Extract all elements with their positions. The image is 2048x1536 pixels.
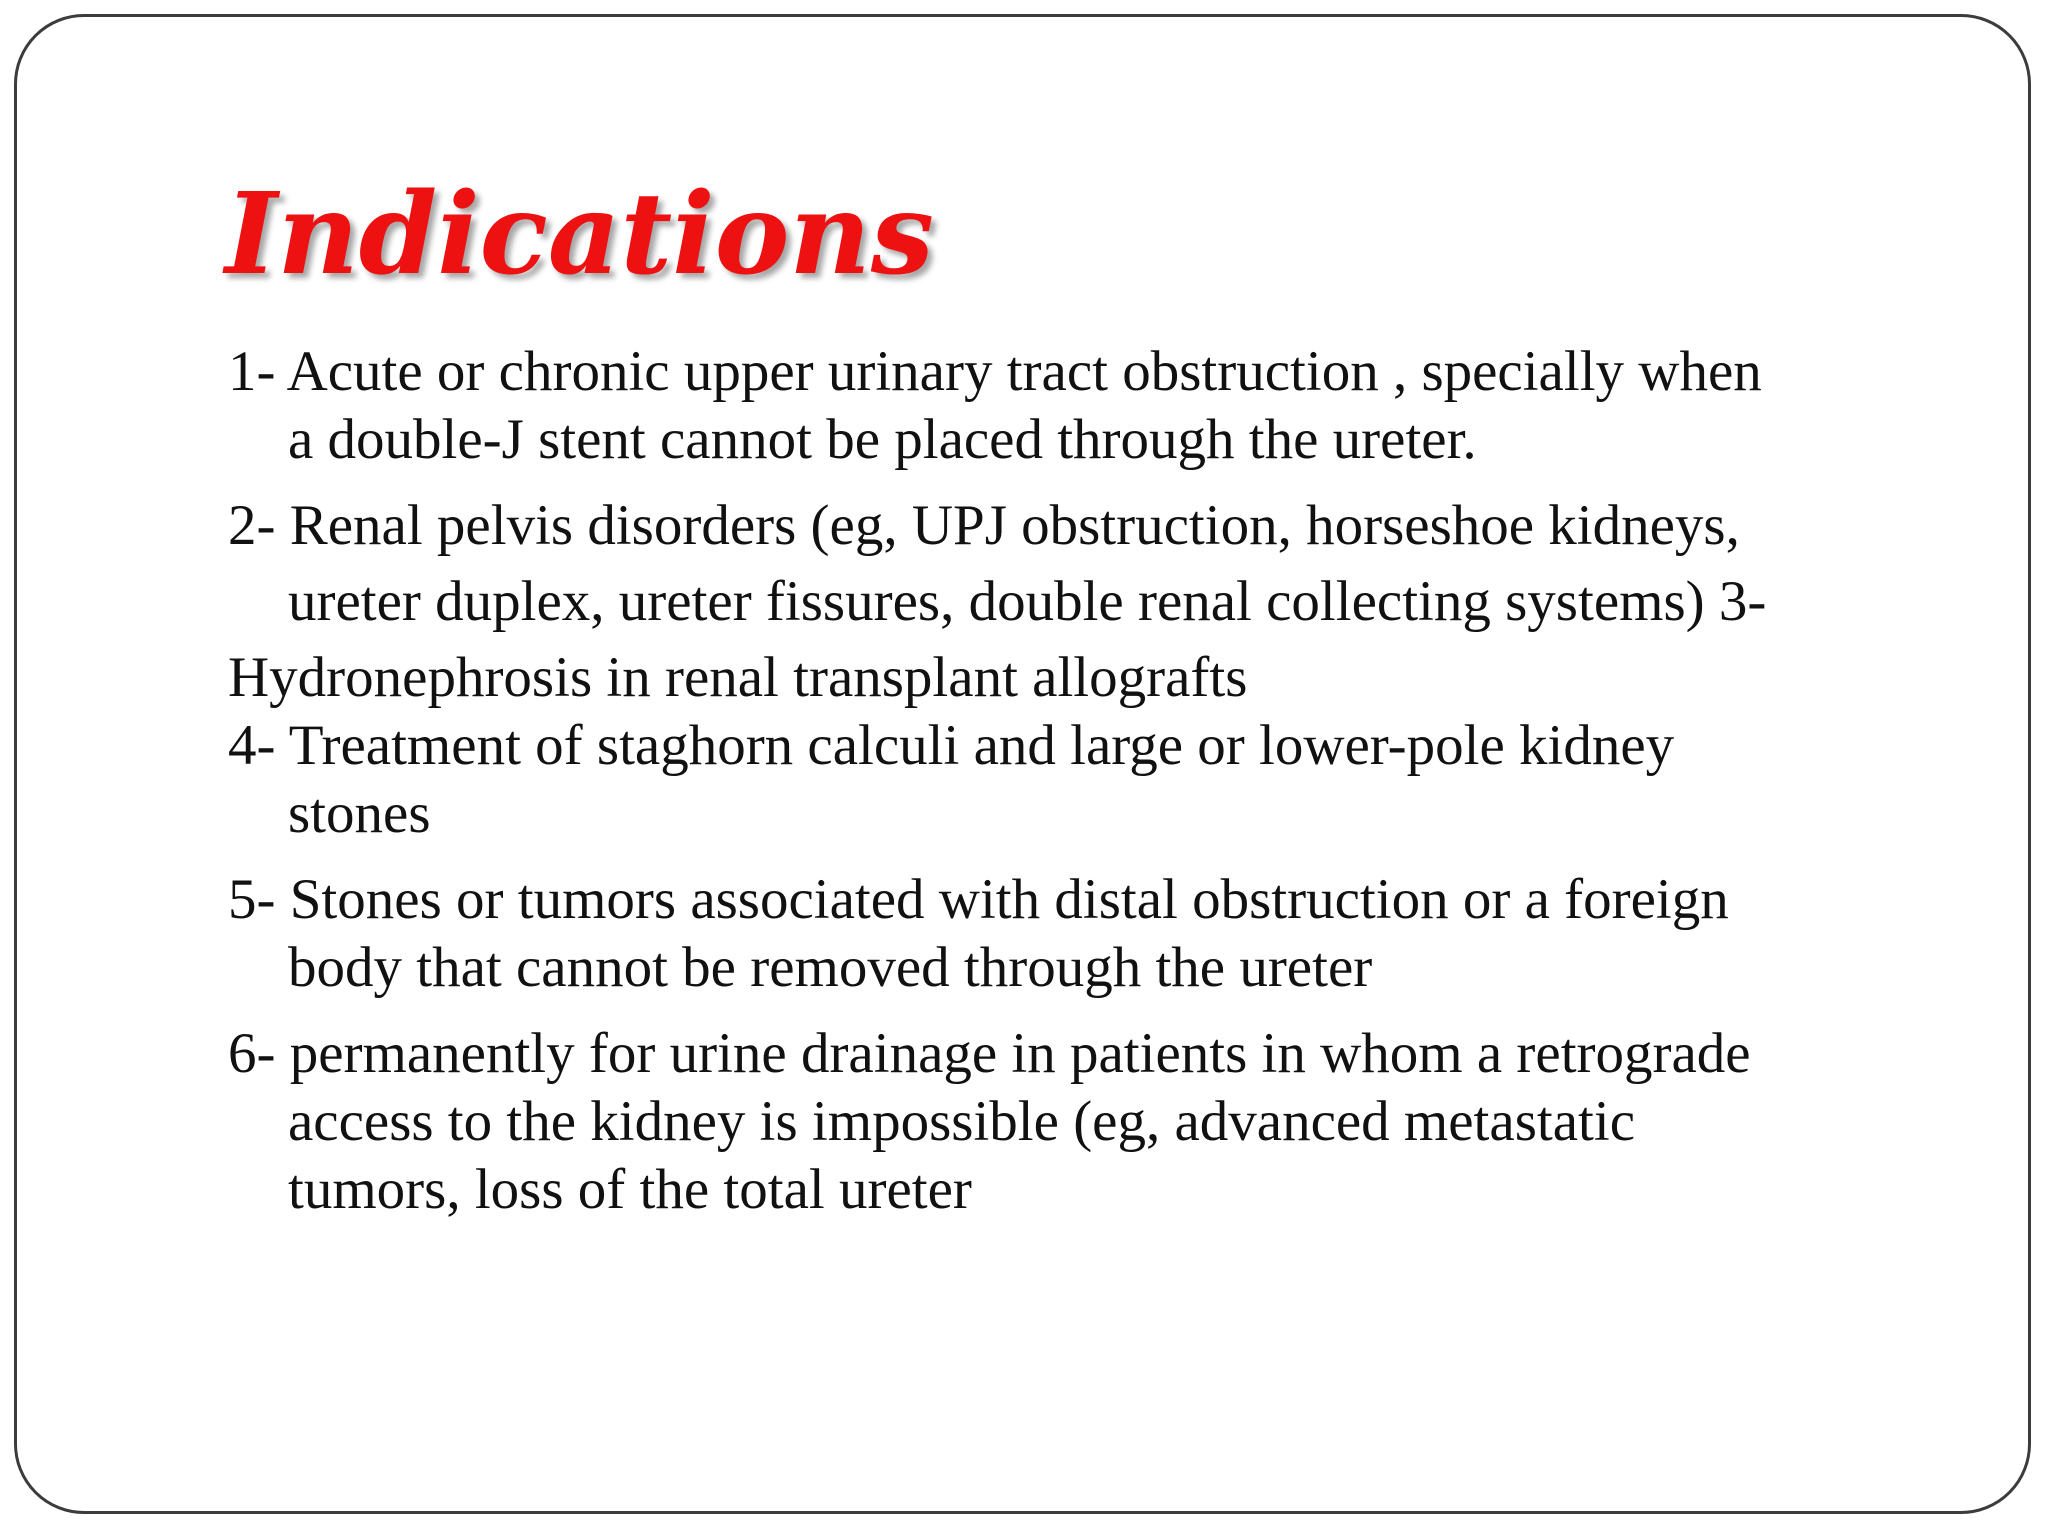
indication-4-line-2: stones (288, 782, 431, 845)
indication-1-line-2: a double-J stent cannot be placed through the ureter. (288, 408, 1477, 471)
indication-5-line-1: 5- Stones or tumors associated with distal obstruction or a foreign (228, 868, 1729, 931)
indication-1-line-1: 1- Acute or chronic upper urinary tract obstruction , specially when (228, 340, 1762, 403)
indication-2-line-1: 2- Renal pelvis disorders (eg, UPJ obstruction, horseshoe kidneys, (228, 494, 1740, 557)
indication-5-line-2: body that cannot be removed through the ureter (288, 936, 1373, 999)
indications-list (228, 338, 1948, 1224)
indication-6-line-1: 6- permanently for urine drainage in patients in whom a retrograde (228, 1022, 1751, 1085)
indication-3-line-1: Hydronephrosis in renal transplant allografts (228, 646, 1248, 709)
indication-6-line-2: access to the kidney is impossible (eg, advanced metastatic (288, 1090, 1635, 1153)
slide-title: Indications (225, 169, 934, 300)
indication-2-line-2: ureter duplex, ureter fissures, double renal collecting systems) 3- (288, 570, 1767, 633)
indication-6-line-3: tumors, loss of the total ureter (288, 1158, 972, 1221)
indication-4-line-1: 4- Treatment of staghorn calculi and large or lower-pole kidney (228, 714, 1675, 777)
